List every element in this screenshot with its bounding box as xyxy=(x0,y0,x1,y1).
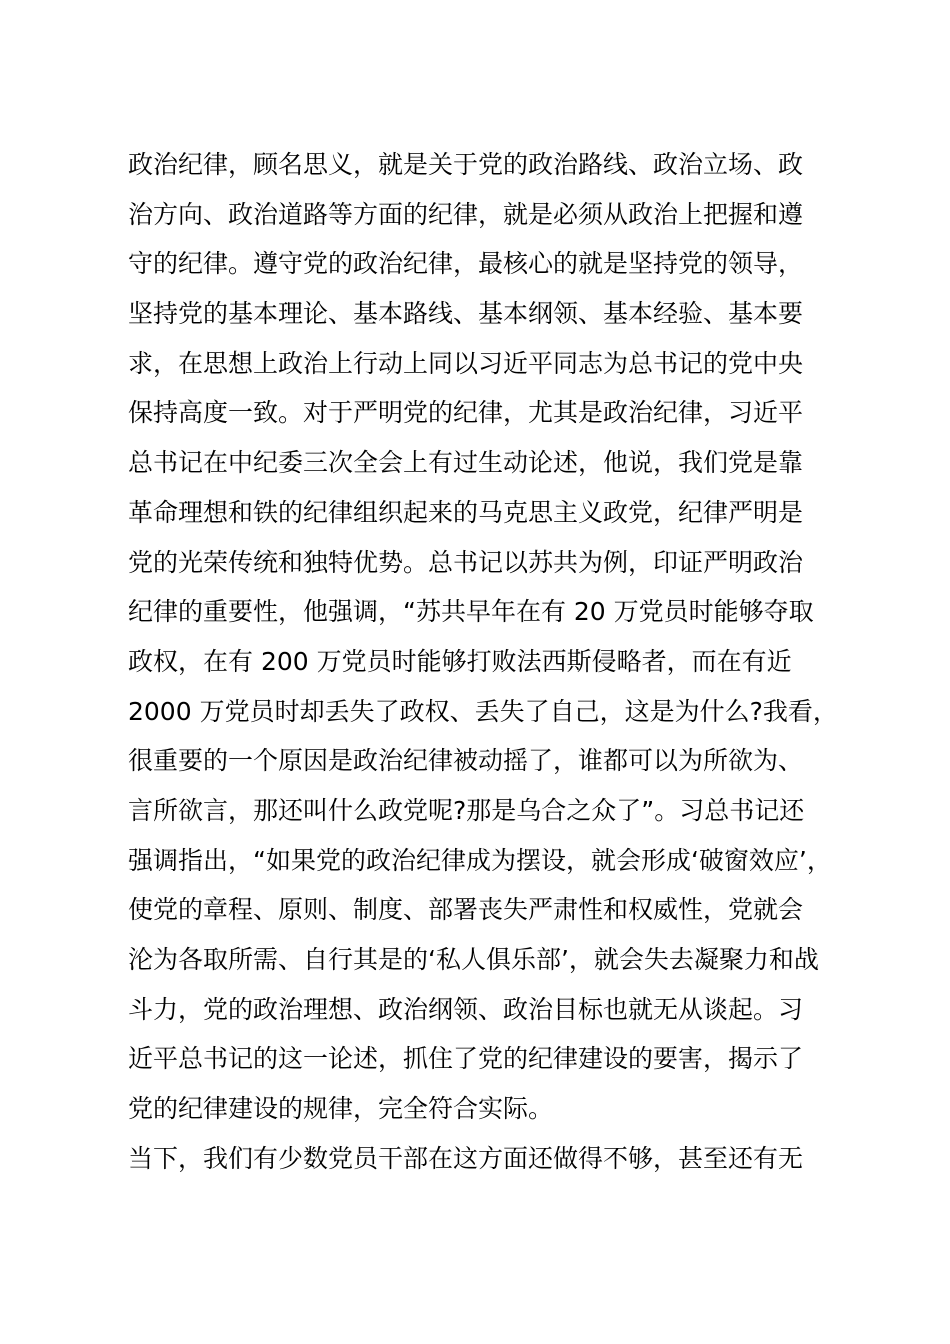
text-line: 总书记在中纪委三次全会上有过生动论述，他说，我们党是靠 xyxy=(128,448,804,478)
text-line: 治方向、政治道路等方面的纪律，就是必须从政治上把握和遵 xyxy=(128,199,804,229)
text-line: 斗力，党的政治理想、政治纲领、政治目标也就无从谈起。习 xyxy=(128,994,804,1024)
text-line: 党的纪律建设的规律，完全符合实际。 xyxy=(128,1094,554,1124)
text-line: 党的光荣传统和独特优势。总书记以苏共为例，印证严明政治 xyxy=(128,547,804,577)
text-line: 革命理想和铁的纪律组织起来的马克思主义政党，纪律严明是 xyxy=(128,497,804,527)
text-line: 言所欲言，那还叫什么政党呢?那是乌合之众了”。习总书记还 xyxy=(128,795,805,825)
body-text xyxy=(128,140,858,1183)
text-line: 强调指出，“如果党的政治纪律成为摆设，就会形成‘破窗效应’， xyxy=(128,845,832,875)
text-line: 当下，我们有少数党员干部在这方面还做得不够，甚至还有无 xyxy=(128,1143,804,1173)
text-line: 政权，在有 200 万党员时能够打败法西斯侵略者，而在有近 xyxy=(128,646,792,676)
text-line: 求，在思想上政治上行动上同以习近平同志为总书记的党中央 xyxy=(128,348,804,378)
text-line: 保持高度一致。对于严明党的纪律，尤其是政治纪律，习近平 xyxy=(128,398,804,428)
text-line: 2000 万党员时却丢失了政权、丢失了自己，这是为什么?我看， xyxy=(128,696,838,726)
text-line: 使党的章程、原则、制度、部署丧失严肃性和权威性，党就会 xyxy=(128,895,804,925)
text-line: 政治纪律，顾名思义，就是关于党的政治路线、政治立场、政 xyxy=(128,150,804,179)
text-line: 沦为各取所需、自行其是的‘私人俱乐部’，就会失去凝聚力和战 xyxy=(128,945,819,974)
text-line: 坚持党的基本理论、基本路线、基本纲领、基本经验、基本要 xyxy=(128,299,804,329)
text-line: 近平总书记的这一论述，抓住了党的纪律建设的要害，揭示了 xyxy=(128,1044,804,1074)
text-line: 纪律的重要性，他强调，“苏共早年在有 20 万党员时能够夺取 xyxy=(128,597,814,627)
text-line: 很重要的一个原因是政治纪律被动摇了，谁都可以为所欲为、 xyxy=(128,746,804,776)
text-line: 守的纪律。遵守党的政治纪律，最核心的就是坚持党的领导， xyxy=(128,249,804,279)
